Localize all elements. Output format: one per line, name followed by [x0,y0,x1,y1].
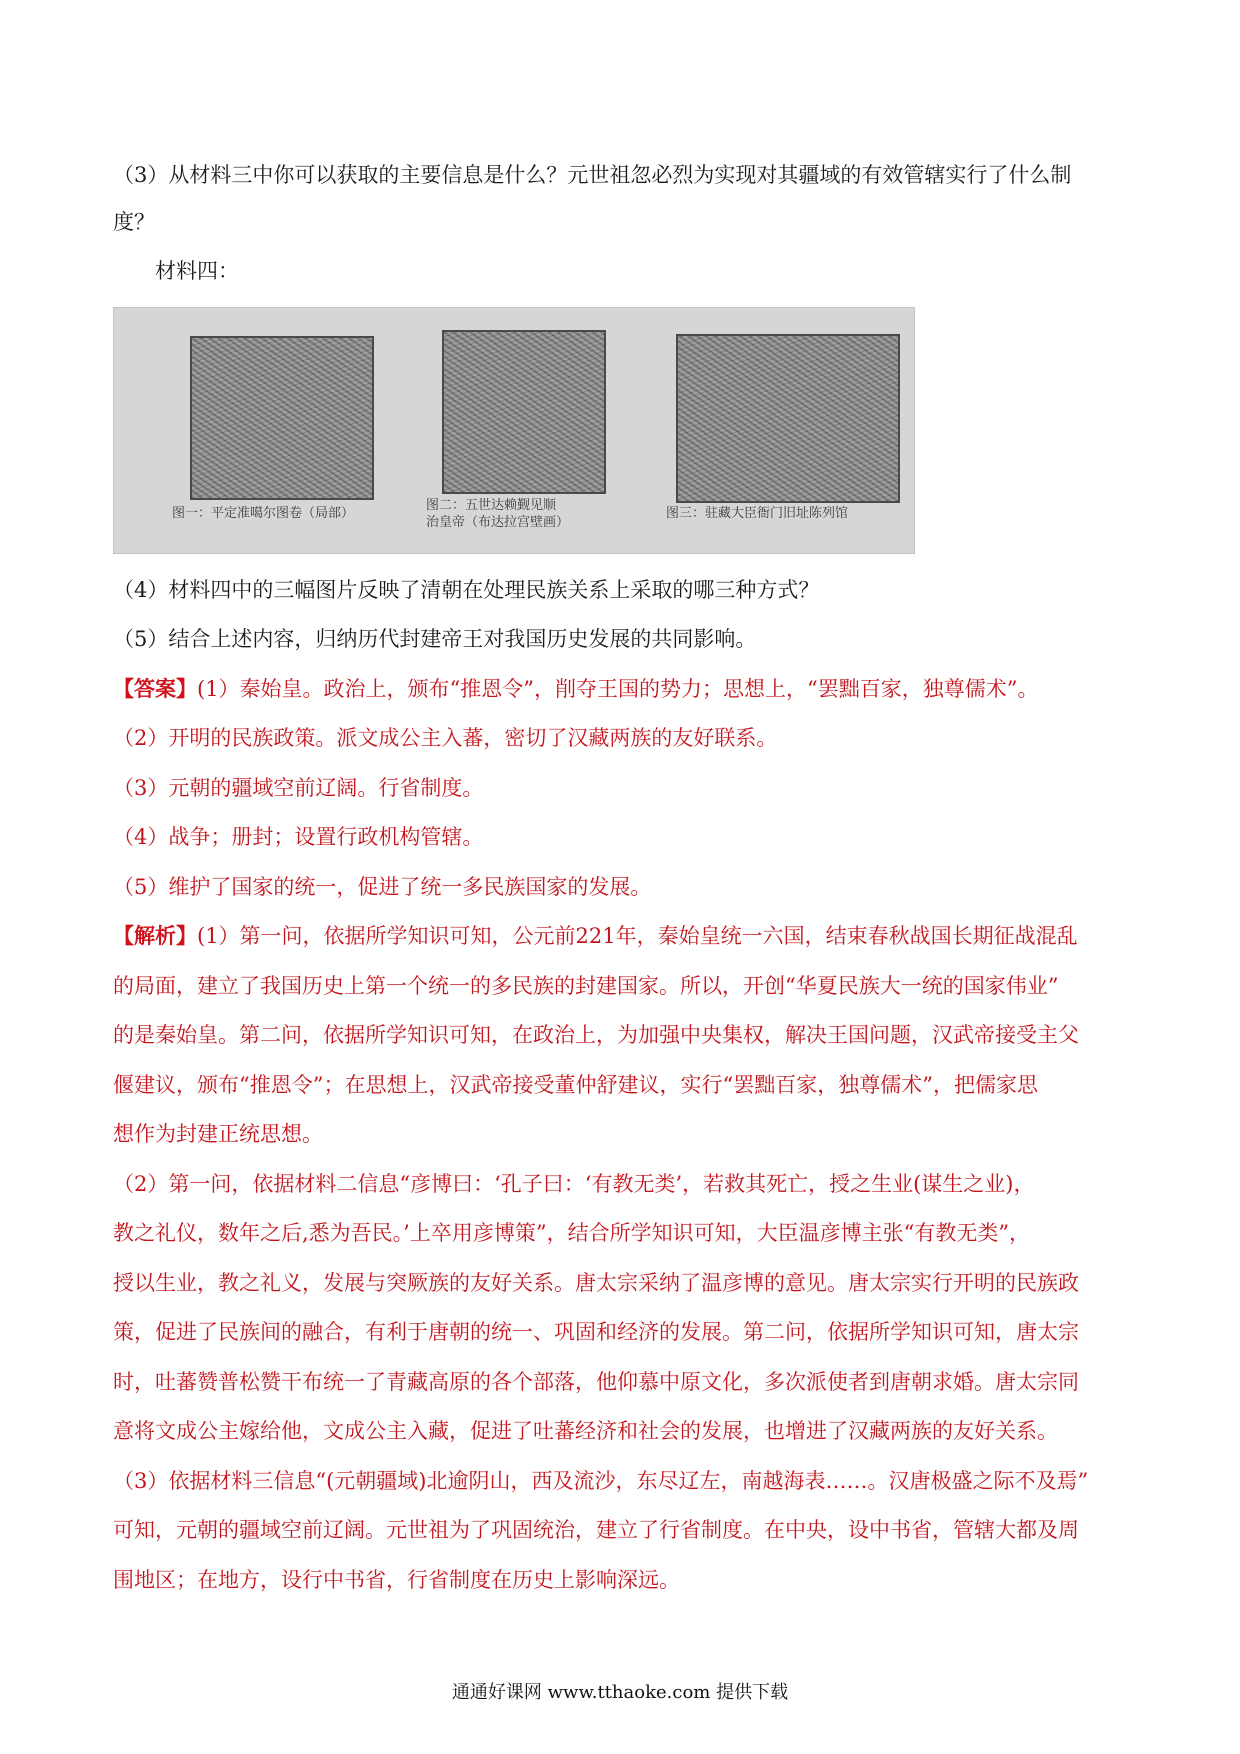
question-4: （4）材料四中的三幅图片反映了清朝在处理民族关系上采取的哪三种方式？ [113,578,820,602]
analysis-paragraph-1-line-1 [113,921,1123,951]
building-photo [676,334,900,503]
figure-panel-2 [426,330,632,540]
answer-1: (1）秦始皇。政治上，颁布“推恩令”，削夺王国的势力；思想上，“罢黜百家，独尊儒术”。 [197,677,1039,701]
material-4-label: 材料四： [155,259,239,283]
question-5: （5）结合上述内容，归纳历代封建帝王对我国历史发展的共同影响。 [113,627,757,651]
answer-label: 【答案】 [113,676,197,701]
figure-caption-2-line-1: 图二：五世达赖觐见顺 [426,498,557,513]
analysis-paragraph-2-line-3: 授以生业，教之礼义，发展与突厥族的友好关系。唐太宗采纳了温彦博的意见。唐太宗实行开明的民族政 [113,1271,1079,1295]
analysis-paragraph-1-line-2: 的局面，建立了我国历史上第一个统一的多民族的封建国家。所以，开创“华夏民族大一统的国家伟业” [113,974,1059,998]
analysis-paragraph-2-line-5: 时，吐蕃赞普松赞干布统一了青藏高原的各个部落，他仰慕中原文化，多次派使者到唐朝求婚。唐太宗同 [113,1370,1079,1394]
mural-image [442,330,606,494]
figure-caption-3: 图三：驻藏大臣衙门旧址陈列馆 [666,506,849,521]
analysis-paragraph-3-line-3: 围地区；在地方，设行中书省，行省制度在历史上影响深远。 [113,1568,680,1592]
figure-caption-2-line-2: 治皇帝（布达拉宫壁画） [426,515,570,530]
answer-line-1 [113,674,1123,704]
question-3-line-1: （3）从材料三中你可以获取的主要信息是什么？元世祖忽必烈为实现对其疆域的有效管辖实行了什么制 [113,163,1072,187]
analysis-paragraph-1-line-3: 的是秦始皇。第二问，依据所学知识可知，在政治上，为加强中央集权，解决王国问题，汉武帝接受主父 [113,1023,1079,1047]
analysis-paragraph-2-line-6: 意将文成公主嫁给他，文成公主入藏，促进了吐蕃经济和社会的发展，也增进了汉藏两族的友好关系。 [113,1419,1058,1443]
answer-5: （5）维护了国家的统一，促进了统一多民族国家的发展。 [113,875,652,899]
analysis-1-text: (1）第一问，依据所学知识可知，公元前221年，秦始皇统一六国，结束春秋战国长期征战混乱 [197,924,1078,948]
analysis-paragraph-2-line-2: 教之礼仪，数年之后,悉为吾民。’上卒用彦博策”，结合所学知识可知，大臣温彦博主张“有教无类”， [113,1221,1031,1245]
figure-caption-1: 图一：平定准噶尔图卷（局部） [172,506,355,521]
answer-4: （4）战争；册封；设置行政机构管辖。 [113,825,484,849]
analysis-paragraph-1-line-5: 想作为封建正统思想。 [113,1122,323,1146]
page-footer: 通通好课网 www.tthaoke.com 提供下载 [451,1682,789,1703]
analysis-paragraph-2-line-4: 策，促进了民族间的融合，有利于唐朝的统一、巩固和经济的发展。第二问，依据所学知识可知，唐太宗 [113,1320,1079,1344]
answer-3: （3）元朝的疆域空前辽阔。行省制度。 [113,776,484,800]
analysis-label: 【解析】 [113,923,197,948]
answer-2: （2）开明的民族政策。派文成公主入蕃，密切了汉藏两族的友好联系。 [113,726,778,750]
analysis-paragraph-3-line-2: 可知，元朝的疆域空前辽阔。元世祖为了巩固统治，建立了行省制度。在中央，设中书省，管辖大都及周 [113,1518,1079,1542]
analysis-paragraph-3-line-1: （3）依据材料三信息“(元朝疆域)北逾阴山，西及流沙，东尽辽左，南越海表……。汉唐极盛之际不及焉” [113,1469,1089,1493]
question-3-line-2: 度？ [113,210,155,234]
analysis-paragraph-2-line-1: （2）第一问，依据材料二信息“彦博曰：‘孔子曰：‘有教无类’，若救其死亡，授之生业(谋生之业)， [113,1172,1035,1196]
painting-image [190,336,374,500]
figure-panel-1 [172,336,392,536]
material-4-figure [113,307,915,554]
figure-panel-3 [666,334,901,534]
analysis-paragraph-1-line-4: 偃建议，颁布“推恩令”；在思想上，汉武帝接受董仲舒建议，实行“罢黜百家，独尊儒术”，把儒家思 [113,1073,1038,1097]
